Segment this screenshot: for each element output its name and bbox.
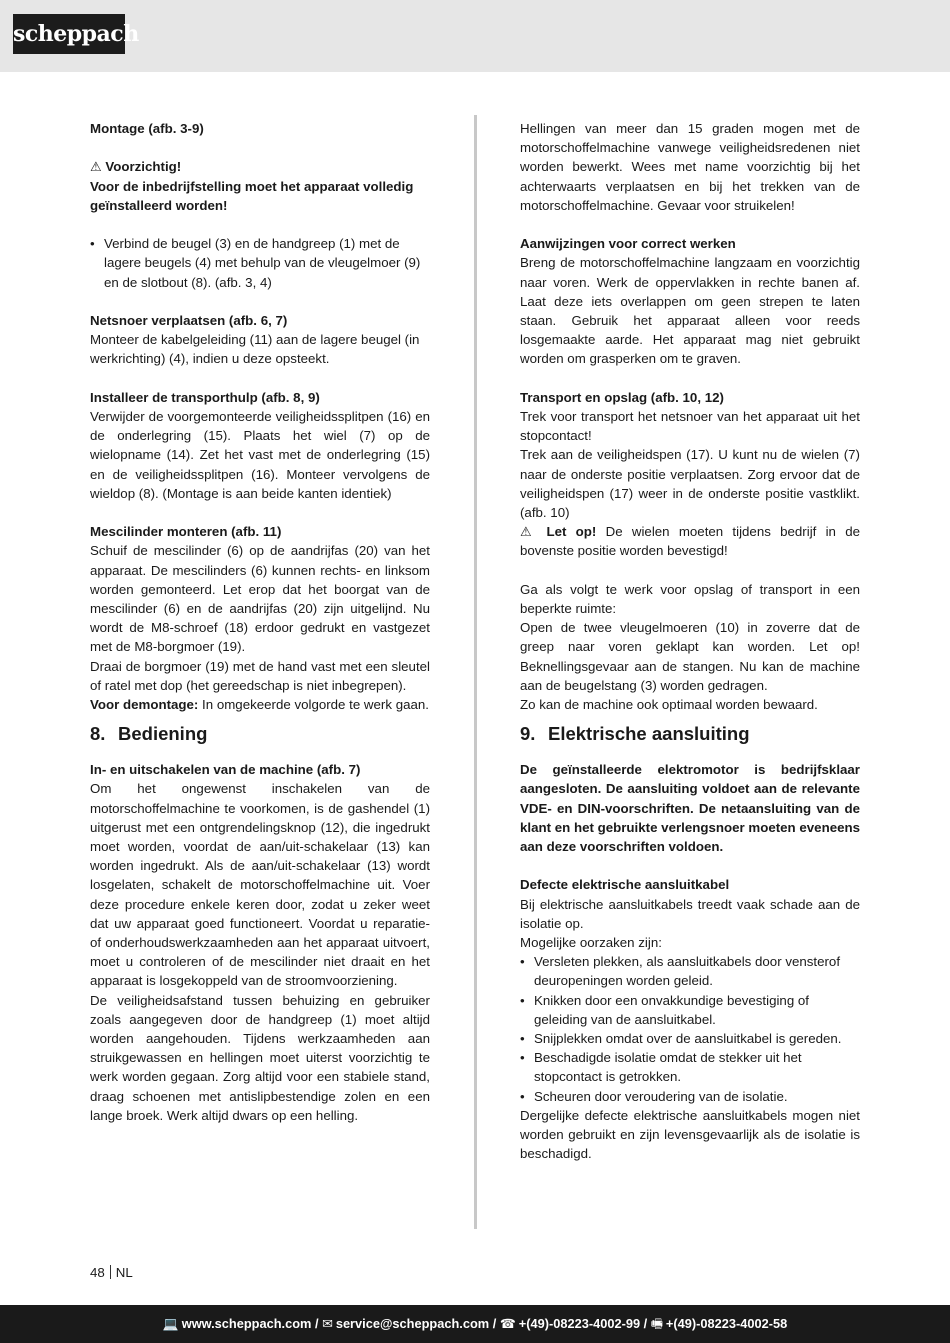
kabel-text: Bij elektrische aansluitkabels treedt vaak schade aan de isolatie op. [520, 896, 860, 931]
page-number: 48 NL [90, 1265, 133, 1280]
elektrisch-text: De geïnstalleerde elektromotor is bedrijfsklaar aangesloten. De aansluiting voldoet aan de relevante VDE- en DIN-voorschriften. De netaansluiting van de klant en het gebruikte verlengsnoer moeten eveneens aan deze voorschriften voldoen. [520, 762, 860, 855]
left-column [90, 119, 430, 1125]
warning-icon: ⚠ [90, 159, 102, 175]
netsnoer-heading: Netsnoer verplaatsen (afb. 6, 7) [90, 312, 288, 328]
montage-heading: Montage (afb. 3-9) [90, 121, 204, 136]
aanwijzingen-heading: Aanwijzingen voor correct werken [520, 236, 736, 252]
hellingen-text: Hellingen van meer dan 15 graden mogen met de motorschoffelmachine vanwege veiligheidsredenen niet worden bewerkt. Wees met name voorzichtig bij het achterwaarts verplaatsen en bij het trekken van de motorschoffelmachine. Gevaar voor struikelen! [520, 121, 860, 213]
schakelen-text-2: De veiligheidsafstand tussen behuizing en gebruiker zoals aangegeven door de handgreep (1) moet altijd worden aangehouden. Tijdens werkzaamheden aan struikgewassen en hellingen moet uiterst voorzichtig te werk worden gegaan. Zorg altijd voor een stabiele stand, draag schoenen met antislipbestendige zolen en een lange broek. Werk altijd dwars op een helling. [90, 992, 430, 1123]
scheppach-logo: scheppach [13, 14, 125, 54]
list-item: • Knikken door een onvakkundige bevestiging of geleiding van de aansluitkabel. [520, 991, 860, 1029]
schakelen-heading: In- en uitschakelen van de machine (afb. 7) [90, 762, 361, 778]
footer-fax: +(49)-08223-4002-58 [665, 1316, 788, 1331]
phone-icon: ☎ [499, 1316, 516, 1331]
list-item: • Beschadigde isolatie omdat de stekker uit het stopcontact is getrokken. [520, 1048, 860, 1086]
caution-heading: ⚠ Voorzichtig! [90, 159, 182, 175]
kabel-text-3: Dergelijke defecte elektrische aansluitkabels mogen niet worden gebruikt en zijn levensgevaarlijk als de isolatie is beschadigd. [520, 1107, 860, 1162]
netsnoer-text: Monteer de kabelgeleiding (11) aan de lagere beugel (in werkrichting) (4), indien u deze opsteekt. [90, 332, 420, 367]
montage-list [90, 234, 430, 292]
section-8-heading: 8. Bediening [90, 723, 208, 745]
section-9-heading: 9. Elektrische aansluiting [520, 723, 750, 745]
letop-text: ⚠ Let op! De wielen moeten tijdens bedrijf in de bovenste positie worden bevestigd! [520, 524, 860, 559]
mescilinder-heading: Mescilinder monteren (afb. 11) [90, 524, 282, 540]
aanwijzingen-text: Breng de motorschoffelmachine langzaam en voorzichtig naar voren. Werk de oppervlakken in rechte banen af. Laat deze iets overlappen om geen strepen te laten staan. Gebruik het apparaat alleen voor reeds losgemaakte aarde. Het apparaat mag niet gebruikt worden om grasperken om te graven. [520, 255, 860, 367]
kabel-text-2: Mogelijke oorzaken zijn: [520, 935, 662, 951]
opslag-text: Trek voor transport het netsnoer van het apparaat uit het stopcontact! [520, 409, 860, 444]
caution-text: Voor de inbedrijfstelling moet het apparaat volledig geïnstalleerd worden! [90, 178, 414, 213]
right-column [520, 119, 860, 1164]
laptop-icon: 💻 [162, 1316, 179, 1331]
list-item: • Snijplekken omdat over de aansluitkabel is gereden. [520, 1029, 860, 1048]
ruimte-text-2: Open de twee vleugelmoeren (10) in zoverre dat de greep naar voren geklapt kan worden. Let op! Beknellingsgevaar aan de stangen. Nu kan de machine aan de beugelstang (3) worden gedragen. [520, 620, 860, 693]
opslag-text-2: Trek aan de veiligheidspen (17). U kunt nu de wielen (7) naar de onderste positie verplaatsen. Zorg ervoor dat de veiligheidspen (17) weer in de onderste positie vastklikt. (afb. 10) [520, 447, 860, 521]
warning-icon: ⚠ [520, 524, 538, 540]
list-item: • Versleten plekken, als aansluitkabels door vensterof deuropeningen worden geleid. [520, 952, 860, 990]
kabel-list [520, 952, 860, 1106]
schakelen-text: Om het ongewenst inschakelen van de motorschoffelmachine te voorkomen, is de gashendel (1) uitgerust met een ontgrendelingsknop (12), die ingedrukt moet worden, voordat de aan/uit-schakelaar (13) kan worden ingedrukt. Als de aan/uit-schakelaar (13) wordt losgelaten, schakelt de motorschoffelmachine uit. Voer deze procedure enkele keren door, zodat u zeker weet dat uw apparaat goed functioneert. Voordat u reparatie- of onderhoudswerkzaamheden aan het apparaat uitvoert, moet u controleren of de mescilinder niet draait en het apparaat is losgekoppeld van de stroomvoorziening. [90, 781, 430, 989]
envelope-icon: ✉ [322, 1316, 333, 1331]
column-divider [474, 115, 477, 1229]
footer-phone: +(49)-08223-4002-99 [518, 1316, 641, 1331]
footer-email[interactable]: service@scheppach.com [335, 1316, 490, 1331]
kabel-heading: Defecte elektrische aansluitkabel [520, 877, 730, 893]
header-band [0, 0, 950, 72]
ruimte-text-3: Zo kan de machine ook optimaal worden bewaard. [520, 697, 818, 713]
footer-bar: 💻 www.scheppach.com / ✉ service@scheppach.com / ☎ +(49)-08223-4002-99 / 🖷 +(49)-08223-4002-58 [0, 1305, 950, 1343]
ruimte-text: Ga als volgt te werk voor opslag of transport in een beperkte ruimte: [520, 581, 860, 617]
transport-text: Verwijder de voorgemonteerde veiligheidssplitpen (16) en de onderlegring (15). Plaats het wiel (7) op de wielopname (14). Zet het vast met de onderlegring (15) en de veiligheidssplitpen (16). Monteer vervolgens de wieldop (8). (Montage is aan beide kanten identiek) [90, 408, 430, 501]
mescilinder-text-2: Draai de borgmoer (19) met de hand vast met een sleutel of ratel met dop (het gereedschap is niet inbegrepen). [90, 658, 430, 693]
fax-icon: 🖷 [650, 1316, 663, 1331]
page-number-separator [110, 1265, 111, 1279]
transport-heading: Installeer de transporthulp (afb. 8, 9) [90, 389, 320, 405]
mescilinder-text: Schuif de mescilinder (6) op de aandrijfas (20) van het apparaat. De mescilinders (6) kunnen rechts- en linksom worden gemonteerd. Let erop dat het boorgat van de mescilinder (6) en de aandrijfas (20) zijn uitgelijnd. Nu wordt de M8-schroef (18) erdoor gedrukt en vastgezet met de M8-borgmoer (19). [90, 543, 430, 655]
opslag-heading: Transport en opslag (afb. 10, 12) [520, 389, 724, 405]
list-item: • Verbind de beugel (3) en de handgreep (1) met de lagere beugels (4) met behulp van de vleugelmoer (9) en de slotbout (8). (afb. 3, 4) [90, 234, 430, 292]
footer-website[interactable]: www.scheppach.com [181, 1316, 312, 1331]
demontage-text: Voor demontage: In omgekeerde volgorde te werk gaan. [90, 697, 429, 713]
list-item: • Scheuren door veroudering van de isolatie. [520, 1087, 860, 1106]
